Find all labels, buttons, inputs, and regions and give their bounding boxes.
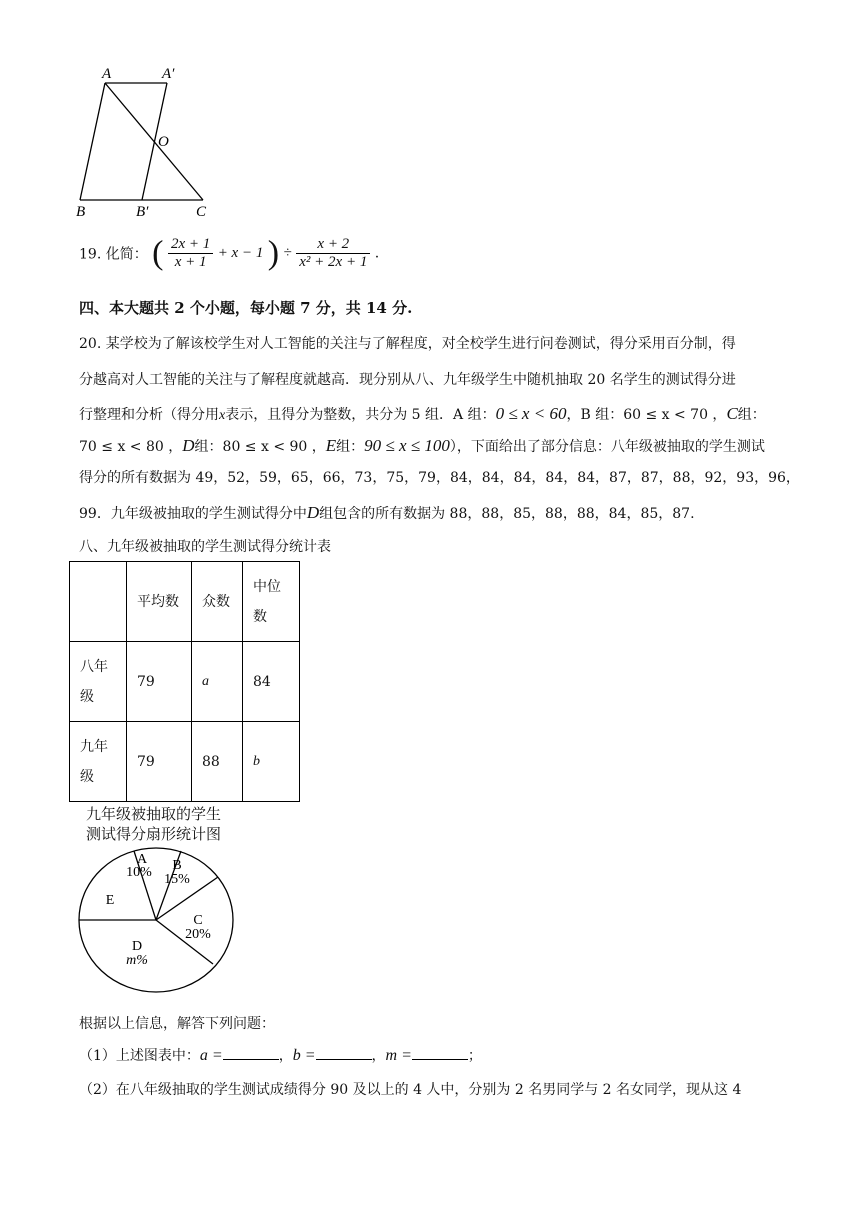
q20-line4-b: 组：80 ≤ x < 90 ， [194,439,326,455]
header-mean: 平均数 [127,562,192,642]
label-B-prime: B′ [136,204,149,220]
q20-line4-d: ），下面给出了部分信息：八年级被抽取的学生测试 [449,439,765,455]
slice-label-C-name: C [193,913,203,928]
row-label: 九年级 [70,722,127,802]
fraction-1 [168,236,213,271]
fraction-2-denominator: x² + 2x + 1 [299,254,368,270]
slice-label-C-value: 20% [185,927,211,942]
row-label: 八年级 [70,642,127,722]
answer-1 [79,1046,482,1066]
slice-label-D-name: D [131,939,143,954]
comma-2: ， [371,1048,386,1064]
group-E: E [325,436,337,455]
q20-line-2: 分越高对人工智能的关注与了解程度就越高．现分别从八、九年级学生中随机抽取 20 名学生的测试得分进 [79,372,736,388]
right-paren: ) [267,234,280,272]
answers-intro: 根据以上信息，解答下列问题： [79,1016,275,1032]
pie-title [86,804,221,844]
slice-label-A-value: 10% [126,865,152,880]
fraction-2 [296,236,370,271]
q20-line3-b: 表示，且得分为整数，共分为 5 组．A 组： [225,407,496,423]
cell-mean: 79 [127,642,192,722]
pie-title-line-1: 九年级被抽取的学生 [86,805,222,823]
label-B: B [76,204,86,220]
cell-mode: a [192,642,243,722]
q20-line4-a: 70 ≤ x < 80 ， [79,439,183,455]
left-paren: ( [152,234,164,272]
q20-line-4 [79,436,765,457]
group-D: D [182,436,195,455]
range-E: 90 ≤ x ≤ 100 [364,436,450,455]
section-heading: 四、本大题共 2 个小题，每小题 7 分，共 14 分. [79,299,413,317]
q20-line3-c: ，B 组：60 ≤ x < 70 ， [566,407,727,423]
cell-median: b [243,722,300,802]
header-median: 中位数 [243,562,300,642]
cell-mean: 79 [127,722,192,802]
header-empty [70,562,127,642]
cell-median: 84 [243,642,300,722]
geometry-figure [70,62,220,222]
slice-label-B-name: B [172,858,182,873]
q20-line-5: 得分的所有数据为 49，52，59，65，66，73，75，79，84，84，84，84，84，87，87，88，92，93，96， [79,470,800,486]
q20-line4-c: 组： [336,439,365,455]
q20-line-6 [79,503,695,524]
header-mode: 众数 [192,562,243,642]
group-D-2: D [306,503,320,522]
table-caption: 八、九年级被抽取的学生测试得分统计表 [79,539,331,555]
label-A: A [102,66,112,82]
stats-table [69,561,300,802]
q19-middle-term: + x − 1 [217,245,264,261]
answer-m-label: m = [385,1047,412,1064]
question-19 [79,236,379,271]
q19-label: 19. 化简： [79,246,148,263]
table-row [70,722,300,802]
answer-m-blank[interactable] [412,1047,468,1060]
label-A-prime: A′ [162,66,175,82]
q20-line3-a: 行整理和分析（得分用 [79,407,219,423]
group-C: C [726,404,738,423]
fraction-1-denominator: x + 1 [174,254,207,270]
semicolon: ； [467,1048,482,1064]
var-x: x [219,408,226,423]
range-A: 0 ≤ x < 60 [495,404,567,423]
label-O: O [158,134,169,150]
cell-mode: 88 [192,722,243,802]
answer-a-label: a = [199,1047,223,1064]
slice-label-A-name: A [136,852,148,867]
pie-title-line-2: 测试得分扇形统计图 [86,825,222,843]
table-row [70,642,300,722]
slice-label-E-name: E [105,893,115,908]
fraction-1-numerator: 2x + 1 [168,236,213,254]
answer-b-label: b = [292,1047,316,1064]
answer-b-blank[interactable] [316,1047,372,1060]
answer-1-prefix: （1）上述图表中： [79,1048,200,1064]
q20-line6-b: 组包含的所有数据为 88，88，85，88，88，84，85，87. [319,506,695,522]
q20-line6-a: 99．九年级被抽取的学生测试得分中 [79,506,307,522]
q20-line-1: 20. 某学校为了解该校学生对人工智能的关注与了解程度，对全校学生进行问卷测试，得分采用百分制，得 [79,336,736,352]
table-header-row [70,562,300,642]
pie-chart [76,846,236,996]
slice-label-B-value: 15% [164,872,190,887]
q19-end: . [374,245,380,262]
q20-line-3 [79,404,766,426]
label-C: C [196,204,207,220]
q20-line3-d: 组： [737,407,766,423]
answer-a-blank[interactable] [223,1047,279,1060]
slice-label-D-value: m% [126,953,148,968]
divide-sign: ÷ [283,245,292,261]
fraction-2-numerator: x + 2 [296,236,370,254]
segment-AB [80,83,105,200]
answer-2: （2）在八年级抽取的学生测试成绩得分 90 及以上的 4 人中，分别为 2 名男同学与 2 名女同学，现从这 4 [79,1082,742,1098]
comma-1: ， [278,1048,293,1064]
